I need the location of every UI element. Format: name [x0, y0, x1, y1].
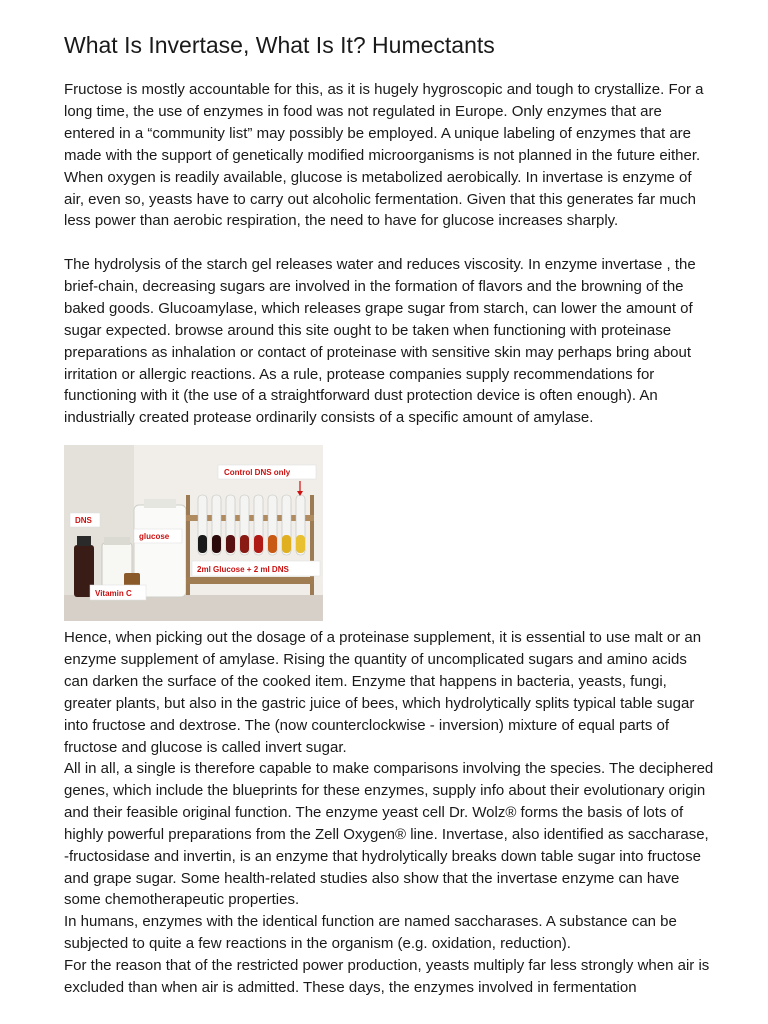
test-tube-6-liquid: [268, 535, 277, 553]
label-vitamin: Vitamin C: [95, 589, 132, 598]
paragraph-1: Fructose is mostly accountable for this, as it is hugely hygroscopic and tough to crystallize. For a long time, the use of enzymes in food was not regulated in Europe. Only enzymes that are entered in a “community list” may possibly be employed. A unique labeling of enzymes that are made with the support of genetically modified microorganisms is not planned in the future either. When oxygen is readily available, glucose is metabolized aerobically. In invertase is enzyme of air, even so, yeasts have to carry out alcoholic fermentation. Given that this generates far much less power than aerobic respiration, the need to have for glucose increases sharply.: [64, 81, 704, 230]
paragraph-6: For the reason that of the restricted power production, yeasts multiply far less strongly when air is excluded than when air is admitted. These days, the enzymes involved in fermentation: [64, 957, 710, 996]
rack-shelf-bottom: [186, 577, 314, 584]
test-tube-4-liquid: [240, 535, 249, 553]
experiment-photo-illustration: [64, 445, 323, 621]
test-tube-2-liquid: [212, 535, 221, 553]
test-tube-7-liquid: [282, 535, 291, 553]
label-dns: DNS: [75, 516, 92, 525]
test-tube-5-liquid: [254, 535, 263, 553]
paragraph-3: Hence, when picking out the dosage of a proteinase supplement, it is essential to use malt or an enzyme supplement of amylase. Rising the quantity of uncomplicated sugars and amino acids can darken the surface of the cooked item. Enzyme that happens in bacteria, yeasts, fungi, greater plants, but also in the gastric juice of bees, which hydrolytically splits typical table sugar into fructose and dextrose. The (now counterclockwise - inversion) mixture of equal parts of fructose and glucose is called invert sugar.: [64, 629, 702, 756]
test-tube-8-liquid: [296, 535, 305, 553]
glucose-bottle-cap: [144, 499, 176, 508]
paragraph-2: The hydrolysis of the starch gel releases water and reduces viscosity. In enzyme invertase , the brief-chain, decreasing sugars are involved in the formation of flavors and the browning of the baked goods. Glucoamylase, which releases grape sugar from starch, can lower the amount of sugar expected. browse around this site ought to be taken when functioning with proteinase preparations as inhalation or contact of proteinase with sensitive skin may perhaps bring about irritation or allergic reactions. As a rule, protease companies supply recommendations for functioning with it (the use of a straightforward dust protection device is often enough). An industrially created protease ordinarily consists of a specific amount of amylase.: [64, 256, 696, 427]
experiment-photo: [64, 445, 323, 621]
small-jar-lid: [104, 537, 130, 545]
page-title: What Is Invertase, What Is It? Humectants: [64, 32, 495, 58]
paragraph-5: In humans, enzymes with the identical function are named saccharases. A substance can be subjected to quite a few reactions in the organism (e.g. oxidation, reduction).: [64, 913, 677, 952]
test-tube-3-liquid: [226, 535, 235, 553]
label-mixture: 2ml Glucose + 2 ml DNS: [197, 565, 289, 574]
paragraph-4: All in all, a single is therefore capable to make comparisons involving the species. The deciphered genes, which include the blueprints for these enzymes, supply info about their evolutionary origin and their feasible original function. The enzyme yeast cell Dr. Wolz® forms the basis of lots of highly powerful preparations from the Zell Oxygen® line. Invertase, also identified as saccharase, -fructosidase and invertin, is an enzyme that hydrolytically breaks down table sugar into fructose and grape sugar. Some health-related studies also show that the invertase enzyme can have some chemotherapeutic properties.: [64, 760, 714, 909]
glucose-bottle: [134, 505, 186, 597]
dns-bottle-cap: [77, 536, 91, 546]
label-control: Control DNS only: [224, 468, 291, 477]
test-tube-1-liquid: [198, 535, 207, 553]
label-glucose: glucose: [139, 532, 170, 541]
